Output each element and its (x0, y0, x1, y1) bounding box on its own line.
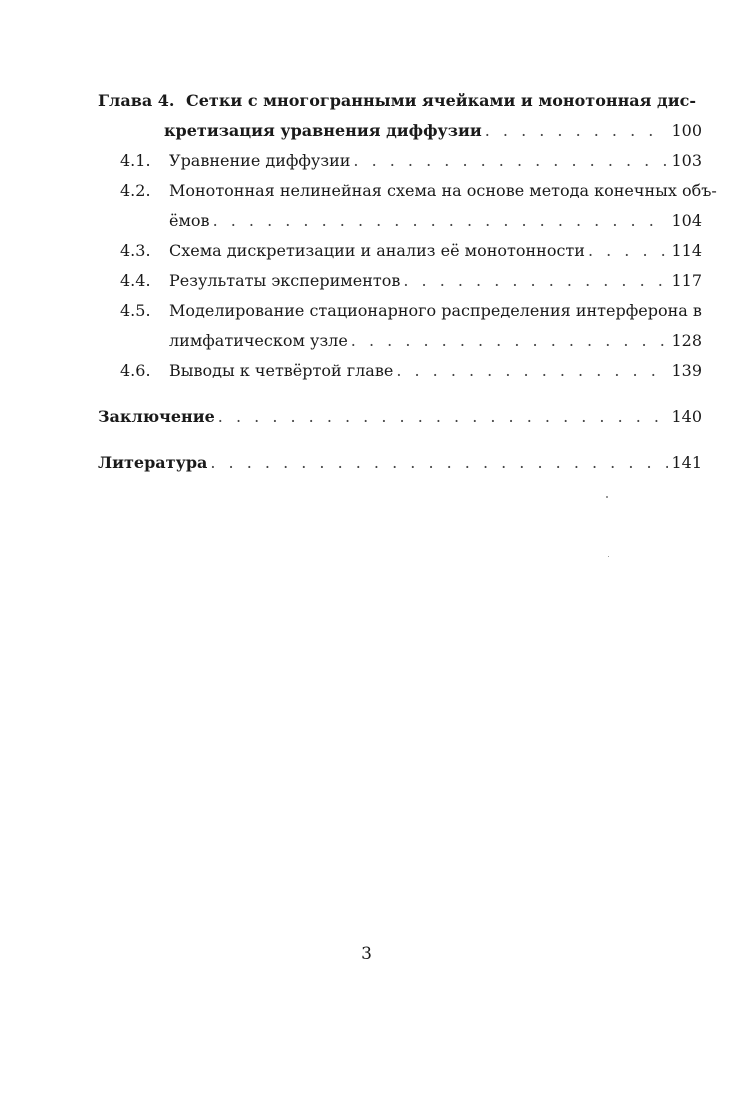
section-page-number: 117 (671, 271, 702, 290)
conclusion-page-number: 140 (671, 407, 702, 426)
section-title-line-1: Моделирование стационарного распределения интерферона в (169, 301, 702, 320)
chapter-title-line-2: кретизация уравнения диффузии (164, 121, 482, 140)
dot-leader (588, 236, 669, 266)
section-page-number: 103 (671, 151, 702, 170)
dot-leader (403, 266, 668, 296)
section-number: 4.2. (120, 181, 151, 200)
dot-leader (353, 146, 668, 176)
section-number: 4.5. (120, 301, 151, 320)
toc-section-4-6 (98, 356, 702, 386)
toc-section-4-2 (98, 176, 717, 206)
literature-title: Литература (98, 453, 208, 472)
toc-chapter-4-heading (98, 86, 702, 116)
dot-leader (485, 116, 669, 146)
toc-chapter-4-heading-cont (98, 116, 702, 146)
dot-leader (210, 448, 668, 478)
dot-leader (218, 402, 669, 432)
scan-speck (608, 556, 609, 557)
toc-literature (98, 448, 702, 478)
section-title: Схема дискретизации и анализ её монотонности (169, 241, 585, 260)
table-of-contents (98, 86, 717, 478)
literature-page-number: 141 (671, 453, 702, 472)
section-page-number: 139 (671, 361, 702, 380)
section-number: 4.1. (120, 151, 151, 170)
conclusion-title: Заключение (98, 407, 215, 426)
dot-leader (396, 356, 668, 386)
toc-section-4-2-cont (98, 206, 702, 236)
chapter-page-number: 100 (671, 121, 702, 140)
chapter-number: Глава 4. (98, 91, 175, 110)
toc-conclusion (98, 402, 702, 432)
section-title: Результаты экспериментов (169, 271, 401, 290)
toc-section-4-5 (98, 296, 702, 326)
section-title-line-1: Монотонная нелинейная схема на основе метода конечных объ- (169, 181, 717, 200)
section-number: 4.3. (120, 241, 151, 260)
section-number: 4.4. (120, 271, 151, 290)
section-number: 4.6. (120, 361, 151, 380)
toc-section-4-3 (98, 236, 702, 266)
scan-speck (606, 496, 608, 498)
chapter-title-line-1: Сетки с многогранными ячейками и монотонная дис- (186, 91, 696, 110)
dot-leader (351, 326, 669, 356)
section-page-number: 114 (671, 241, 702, 260)
toc-section-4-4 (98, 266, 702, 296)
section-page-number: 104 (671, 211, 702, 230)
section-page-number: 128 (671, 331, 702, 350)
toc-section-4-5-cont (98, 326, 702, 356)
section-title-line-2: ёмов (169, 211, 210, 230)
page-number: 3 (361, 944, 372, 964)
section-title-line-2: лимфатическом узле (169, 331, 348, 350)
section-title: Уравнение диффузии (169, 151, 351, 170)
toc-section-4-1 (98, 146, 702, 176)
dot-leader (213, 206, 669, 236)
section-title: Выводы к четвёртой главе (169, 361, 394, 380)
